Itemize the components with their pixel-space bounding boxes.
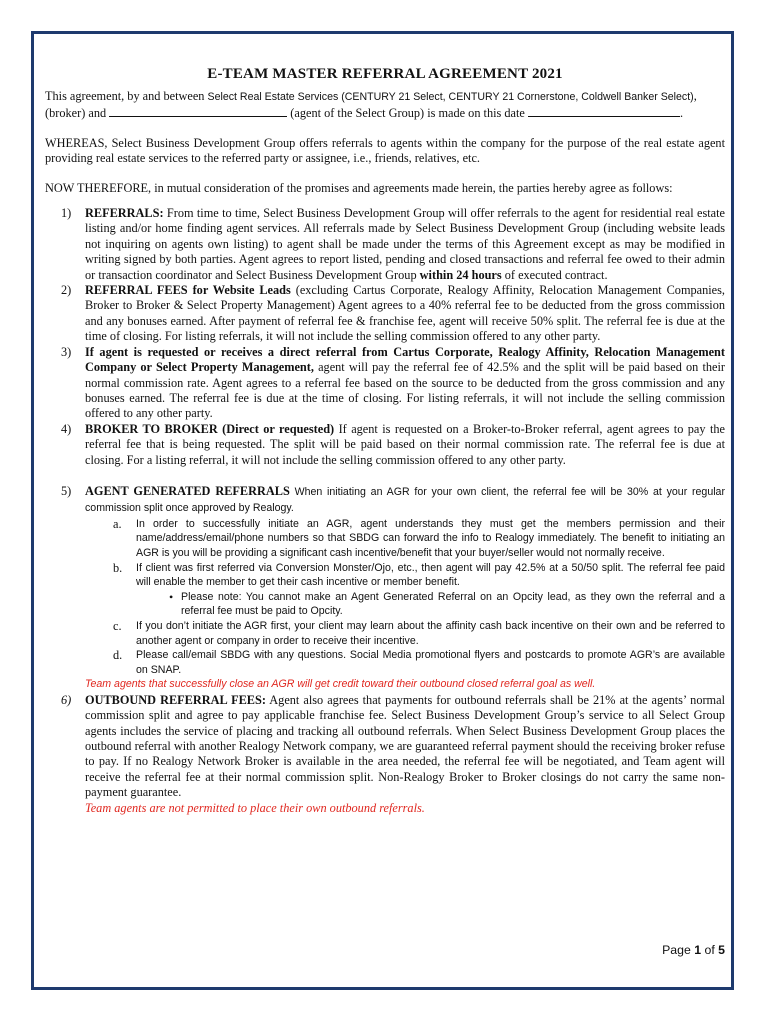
page-number: 1 — [694, 943, 702, 957]
section-heading: If agent is requested or receives a direct referral from Cartus Corporate, Realogy Affinity, Relocation Management Company or Select Property Management, — [85, 344, 725, 375]
section-text: If agent is requested on a Broker-to-Broker referral, agent agrees to pay the referral fee that is being requested. The split will be paid based on their normal commission rate. The referral fee is due at closing. For a listing referral, it will not include the selling commission offered to any other party. — [85, 421, 725, 467]
section-heading: REFERRALS: — [85, 206, 164, 221]
intro-companies: Select Real Estate Services (CENTURY 21 Select, CENTURY 21 Cornerstone, Coldwell Banker Select) — [207, 91, 694, 103]
intro-paragraph — [45, 89, 725, 122]
section-heading: AGENT GENERATED REFERRALS — [85, 483, 290, 498]
sub-item-b — [45, 561, 725, 590]
document-body — [45, 66, 725, 816]
section-direct-referral — [45, 345, 725, 422]
section-heading: BROKER TO BROKER (Direct or requested) — [85, 421, 335, 436]
sub-letter: b. — [113, 560, 123, 575]
terms-list — [45, 206, 725, 816]
section-number: 3) — [61, 344, 72, 359]
intro-text-3: (broker) and — [45, 106, 107, 121]
intro-text-5: . — [679, 106, 684, 121]
section-number: 2) — [61, 283, 72, 298]
red-note: Team agents that successfully close an AGR will get credit toward their outbound closed referral goal as well. — [85, 678, 596, 691]
footer-prefix: Page — [662, 943, 695, 957]
section-heading: OUTBOUND REFERRAL FEES: — [85, 692, 266, 707]
sub-item-a — [45, 517, 725, 561]
section-referrals — [45, 206, 725, 283]
sub-item-d — [45, 648, 725, 677]
sub-item-c — [45, 619, 725, 648]
section-text: From time to time, Select Business Development Group will offer referrals to the agent for residential real estate listing and/or home finding agent services. All referrals made by Select Business Development Group (including website leads not inquiring on agents own listing) to agent shall be made under the terms of this Agreement except as may be modified in writing signed by both parties. Agent agrees to report listed, pending and closed transactions and referral fee owed to their admin or transaction coordinator and Select Business Development Group — [85, 206, 725, 282]
sub-letter: a. — [113, 516, 122, 531]
date-blank[interactable] — [528, 105, 680, 117]
agent-name-blank[interactable] — [109, 105, 287, 117]
section-text: agent will pay the referral fee of 42.5% and the split will be paid based on their normal commission rate. Agent agrees to a referral fee based on the source to be deducted from the gross commission and any bonuses earned. The referral fee is due at the time of closing. For listing referrals, it will not include the selling commission offered to any other party. — [85, 360, 725, 421]
sub-text: Please call/email SBDG with any questions. Social Media promotional flyers and postcards to promote AGR’s are available on SNAP. — [136, 649, 725, 676]
section-referral-fees — [45, 283, 725, 345]
red-note: Team agents are not permitted to place their own outbound referrals. — [85, 800, 425, 815]
bullet-text: Please note: You cannot make an Agent Generated Referral on an Opcity lead, as they own the referral and a referral fee must be paid to Opcity. — [181, 590, 725, 618]
sub-text: If you don’t initiate the AGR first, your client may learn about the affinity cash back incentive on their own and be referred to another agent or company in order to receive their incentive. — [136, 619, 725, 647]
intro-text-4: (agent of the Select Group) is made on this date — [290, 106, 525, 121]
section-outbound-fees — [45, 693, 725, 816]
section-broker-to-broker — [45, 422, 725, 468]
footer-of: of — [701, 943, 719, 957]
section-agent-generated — [45, 484, 725, 517]
section-text: When initiating an AGR for your own client, the referral fee will be 30% at your regular commission split once approved by Realogy. — [85, 485, 725, 515]
section-number: 4) — [61, 421, 72, 436]
page-footer — [662, 943, 725, 957]
bullet-icon: • — [169, 589, 174, 604]
section-number: 6) — [61, 692, 72, 707]
section-text: (excluding Cartus Corporate, Realogy Affinity, Relocation Management Companies, Broker to Broker & Select Property Management) Agent agrees to a 40% referral fee to be deducted from the gross commission and any bonuses earned. After payment of referral fee & franchise fee, agent will receive 50% split. The referral fee is due at the time of closing. For listing referrals, it will not include the selling commission offered to any other party. — [85, 283, 725, 344]
section-number: 1) — [61, 206, 72, 221]
now-therefore-paragraph: NOW THEREFORE, in mutual consideration of the promises and agreements made herein, the parties hereby agree as follows: — [45, 180, 673, 195]
section-text-tail: of executed contract. — [501, 267, 608, 282]
agr-credit-note — [45, 677, 725, 692]
sub-letter: c. — [113, 618, 122, 633]
whereas-paragraph: WHEREAS, Select Business Development Group offers referrals to agents within the company for the purpose of the real estate agent providing real estate services to the referred party or assignee, i.e., friends, relatives, etc. — [45, 135, 725, 166]
section-text: Agent also agrees that payments for outbound referrals shall be 21% at the agents’ normal commission split and agree to pay applicable franchise fee. Select Business Development Group’s service to all Select Group agents includes the service of placing and tracking all outbound referrals. When Select Business Development Group places the outbound referral with another Realogy Network company, we are guaranteed referral payment should the receiving broker refuse to pay. If no Realogy Network Broker is available in the area needed, the referral fee will be negotiated, and Team agent will receive the referral fee at their normal commission split. Non-Realogy Broker to Broker closings do not carry the same non-payment guarantee. — [85, 692, 726, 800]
page-total: 5 — [718, 943, 725, 957]
opcity-note — [45, 590, 725, 619]
sub-letter: d. — [113, 648, 123, 663]
document-title: E-TEAM MASTER REFERRAL AGREEMENT 2021 — [207, 66, 563, 82]
intro-text-2: , — [693, 89, 697, 103]
sub-text: If client was first referred via Conversion Monster/Ojo, etc., then agent will pay 42.5% at a 50/50 split. The referral fee paid will enable the member to get their cash incentive or member benefit. — [136, 561, 725, 589]
section-heading: REFERRAL FEES for Website Leads — [85, 283, 291, 298]
intro-text-1: This agreement, by and between — [45, 89, 205, 103]
sub-text: In order to successfully initiate an AGR, agent understands they must get the members permission and their name/address/email/phone numbers so that SBDG can forward the info to Realogy immediately. The benefit to initiating an AGR is you will be providing a significant cash incentive/benefit that your buyer/seller would not normally receive. — [136, 517, 725, 559]
section-number: 5) — [61, 483, 72, 498]
section-bold-text: within 24 hours — [419, 267, 502, 282]
